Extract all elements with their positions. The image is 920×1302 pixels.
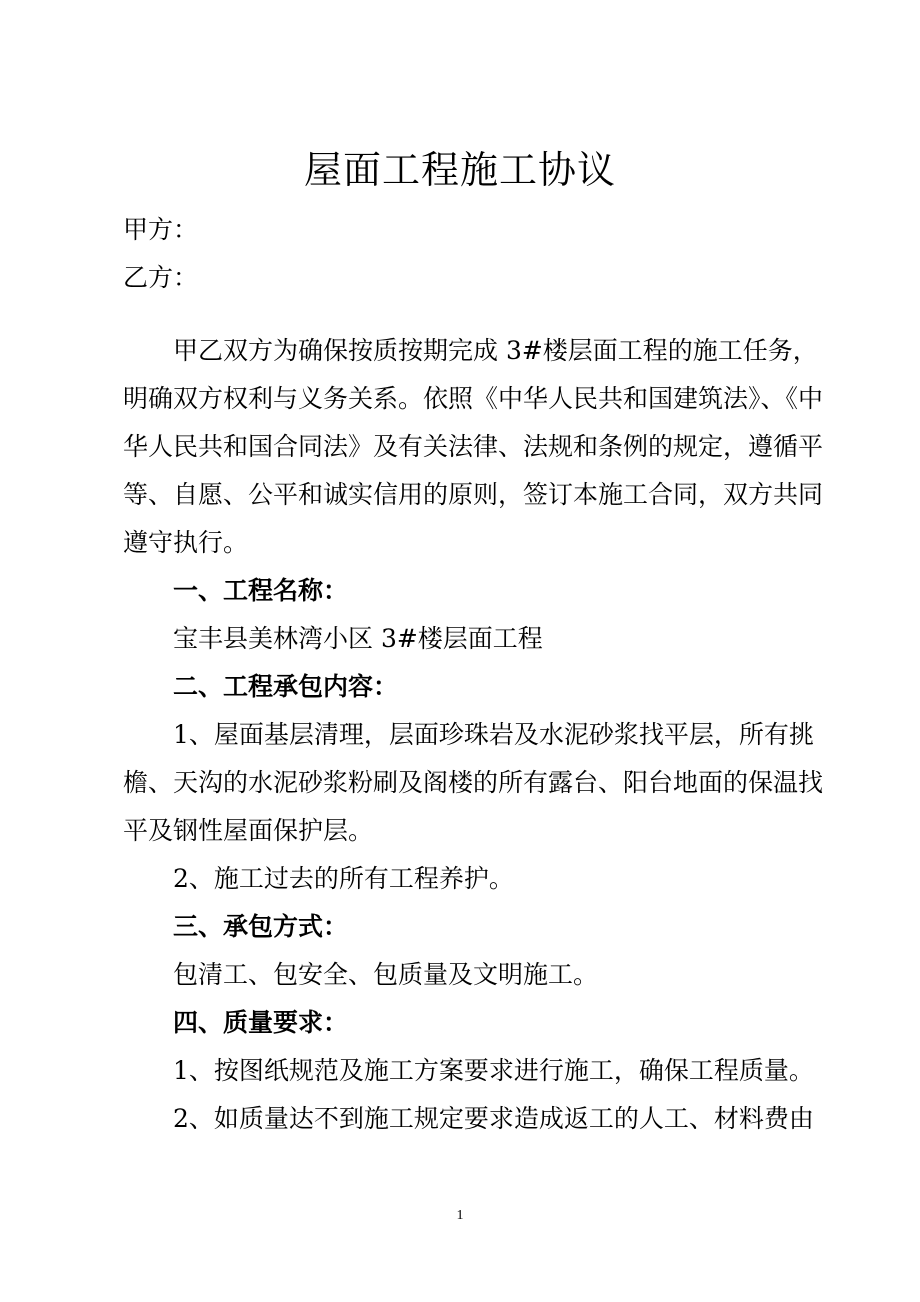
section-4-item-2: 2、如质量达不到施工规定要求造成返工的人工、材料费由	[173, 1104, 814, 1133]
section-2-item-1-line-1: 1、屋面基层清理，层面珍珠岩及水泥砂浆找平层，所有挑	[173, 720, 814, 749]
party-a-label: 甲方：	[123, 215, 199, 244]
party-b-label: 乙方：	[123, 263, 199, 292]
section-1-content: 宝丰县美林湾小区 3#楼层面工程	[173, 624, 543, 653]
page-number: 1	[456, 1208, 464, 1223]
section-2-item-1-line-3: 平及钢性屋面保护层。	[123, 816, 374, 845]
intro-line-3: 华人民共和国合同法》及有关法律、法规和条例的规定，遵循平	[123, 432, 824, 461]
section-2-heading: 二、工程承包内容：	[173, 672, 399, 701]
intro-line-5: 遵守执行。	[123, 528, 249, 557]
intro-line-4: 等、自愿、公平和诚实信用的原则，签订本施工合同，双方共同	[123, 480, 824, 509]
section-3-heading: 三、承包方式：	[173, 912, 349, 941]
section-4-item-1: 1、按图纸规范及施工方案要求进行施工，确保工程质量。	[173, 1056, 814, 1085]
section-2-item-2: 2、施工过去的所有工程养护。	[173, 864, 514, 893]
section-4-heading: 四、质量要求：	[173, 1008, 349, 1037]
section-2-item-1-line-2: 檐、天沟的水泥砂浆粉刷及阁楼的所有露台、阳台地面的保温找	[123, 768, 824, 797]
section-1-heading: 一、工程名称：	[173, 576, 349, 605]
intro-line-2: 明确双方权利与义务关系。依照《中华人民共和国建筑法》、《中	[123, 384, 824, 413]
section-3-content: 包清工、包安全、包质量及文明施工。	[173, 960, 599, 989]
intro-line-1: 甲乙双方为确保按质按期完成 3#楼层面工程的施工任务，	[173, 336, 818, 365]
document-title: 屋面工程施工协议	[303, 148, 616, 192]
